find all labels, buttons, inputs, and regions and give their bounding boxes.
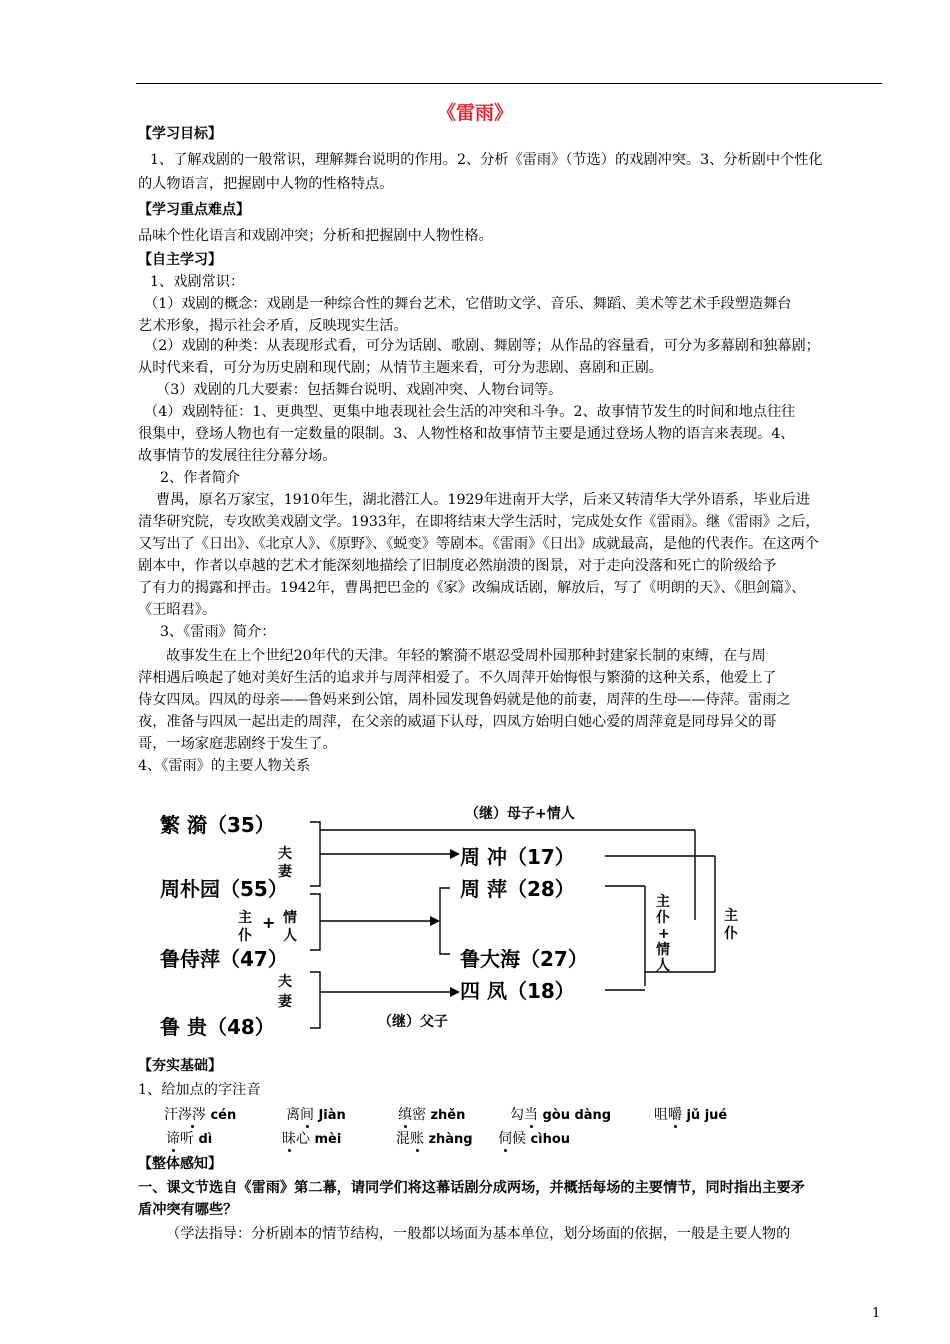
master-servant-bracket — [310, 894, 320, 950]
char-zhou-ping: 周 萍（28） — [460, 877, 575, 901]
section-title: 1、给加点的字注音 — [138, 1082, 261, 1098]
pinyin-item: 伺候 cìhou — [498, 1131, 571, 1147]
relation-label: 主 — [724, 908, 738, 924]
header-rule — [136, 83, 882, 84]
doc-title: 《雷雨》 — [436, 102, 513, 124]
question-line: 一、课文节选自《雷雨》第二幕，请同学们将这幕话剧分成两场，并概括每场的主要情节，同时指出主要矛 — [138, 1180, 805, 1196]
paragraph-line: 曹禺，原名万家宝，1910年生，湖北潜江人。1929年进南开大学，后来又转清华大学外语系，毕业后进 — [156, 492, 810, 508]
relation-label: + — [262, 913, 276, 932]
relation-label: 人 — [656, 958, 670, 974]
relation-label: 主 — [238, 910, 252, 926]
char-lu-gui: 鲁 贵（48） — [160, 1015, 275, 1039]
key-text: 品味个性化语言和戏剧冲突；分析和把握剧中人物性格。 — [138, 228, 493, 244]
paragraph-line: 萍相遇后唤起了她对美好生活的追求并与周萍相爱了。不久周萍开始悔恨与繁漪的这种关系，他爱上了 — [138, 670, 777, 686]
paragraph-line: （3）戏剧的几大要素：包括舞台说明、戏剧冲突、人物台词等。 — [156, 382, 563, 398]
relation-label: + — [658, 926, 670, 942]
char-si-feng: 四 凤（18） — [460, 979, 575, 1003]
couple-bracket — [310, 972, 320, 1028]
guide-line: （学法指导：分析剧本的情节结构，一般都以场面为基本单位，划分场面的依据，一般是主要人物的 — [166, 1226, 791, 1242]
basic-heading: 【夯实基础】 — [138, 1058, 222, 1074]
relation-label: 情 — [283, 910, 297, 926]
char-zhou-chong: 周 冲（17） — [460, 845, 575, 869]
relation-label: 妻 — [278, 994, 292, 1010]
paragraph-line: 清华研究院，专攻欧美戏剧文学。1933年，在即将结束大学生活时，完成处女作《雷雨》。继《雷雨》之后， — [138, 514, 820, 530]
page-number: 1 — [872, 1306, 881, 1321]
section-title: 1、戏剧常识： — [150, 274, 245, 290]
paragraph-line: 故事情节的发展往往分幕分场。 — [138, 448, 337, 464]
question-line: 盾冲突有哪些？ — [138, 1202, 238, 1218]
pinyin-item: 谛听 dì — [166, 1131, 213, 1147]
relation-label: 仆 — [656, 910, 670, 926]
goals-heading: 【学习目标】 — [138, 126, 222, 142]
paragraph-line: 哥，一场家庭悲剧终于发生了。 — [138, 736, 337, 752]
paragraph-line: （4）戏剧特征：1、更典型、更集中地表现社会生活的冲突和斗争。2、故事情节发生的时间和地点往往 — [144, 404, 796, 420]
pinyin-item: 混账 zhàng — [396, 1131, 473, 1147]
character-relationship-diagram — [150, 796, 740, 1044]
arrowheads — [430, 849, 460, 997]
section-title: 3、《雷雨》简介： — [160, 624, 276, 640]
relation-label: （继）母子+情人 — [465, 806, 575, 822]
relation-label: 妻 — [278, 864, 292, 880]
relation-label: 夫 — [278, 974, 292, 990]
paragraph-line: 《王昭君》。 — [138, 602, 217, 618]
pinyin-item: 汗涔涔 cén — [164, 1107, 237, 1123]
goals-text: 的人物语言，把握剧中人物的性格特点。 — [138, 176, 394, 192]
paragraph-line: （1）戏剧的概念：戏剧是一种综合性的舞台艺术，它借助文学、音乐、舞蹈、美术等艺术手段塑造舞台 — [144, 296, 792, 312]
paragraph-line: 很集中，登场人物也有一定数量的限制。3、人物性格和故事情节主要是通过登场人物的语言来表现。4、 — [138, 426, 795, 442]
paragraph-line: 剧本中，作者以卓越的艺术才能深刻地描绘了旧制度必然崩溃的图景，对于走向没落和死亡的阶级给予 — [138, 558, 777, 574]
overall-heading: 【整体感知】 — [138, 1156, 222, 1172]
pinyin-row-1 — [0, 1104, 950, 1124]
pinyin-item: 咀嚼 jǔ jué — [654, 1107, 728, 1123]
couple-bracket — [310, 822, 320, 886]
arrowhead — [430, 916, 440, 926]
relation-label: 仆 — [238, 928, 252, 944]
paragraph-line: 又写出了《日出》、《北京人》、《原野》、《蜕变》等剧本。《雷雨》《日出》成就最高，是他的代表作。在这两个 — [138, 536, 819, 552]
relation-label: 情 — [656, 942, 670, 958]
relation-label: 仆 — [724, 926, 738, 942]
char-zhou-puyuan: 周朴园（55） — [160, 877, 288, 901]
relation-label: 主 — [656, 894, 670, 910]
char-fanyi: 繁 漪（35） — [160, 813, 275, 837]
pinyin-row-2 — [0, 1128, 950, 1148]
paragraph-line: 从时代来看，可分为历史剧和现代剧；从情节主题来看，可分为悲剧、喜剧和正剧。 — [138, 360, 663, 376]
section-title: 4、《雷雨》的主要人物关系 — [138, 758, 311, 774]
pinyin-item: 勾当 gòu dàng — [510, 1107, 612, 1123]
arrowhead — [450, 987, 460, 997]
arrowhead — [450, 849, 460, 859]
section-title: 2、作者简介 — [160, 470, 240, 486]
paragraph-line: 故事发生在上个世纪20年代的天津。年轻的繁漪不堪忍受周朴园那种封建家长制的束缚，在与周 — [166, 648, 766, 664]
pinyin-item: 离间 Jiàn — [286, 1107, 346, 1123]
paragraph-line: 艺术形象，揭示社会矛盾，反映现实生活。 — [138, 318, 408, 334]
paragraph-line: （2）戏剧的种类：从表现形式看，可分为话剧、歌剧、舞剧等；从作品的容量看，可分为多幕剧和独幕剧； — [144, 338, 820, 354]
char-lu-shiping: 鲁侍萍（47） — [160, 947, 288, 971]
paragraph-line: 了有力的揭露和抨击。1942年，曹禺把巴金的《家》改编成话剧，解放后，写了《明朗的天》、《胆剑篇》、 — [138, 580, 806, 596]
paragraph-line: 侍女四凤。四凤的母亲——鲁妈来到公馆，周朴园发现鲁妈就是他的前妻，周萍的生母——侍萍。雷雨之 — [138, 692, 791, 708]
pinyin-item: 昧心 mèi — [282, 1131, 342, 1147]
pinyin-item: 缜密 zhěn — [398, 1107, 466, 1123]
children-bracket — [440, 888, 450, 954]
relation-label: 夫 — [278, 846, 292, 862]
self-study-heading: 【自主学习】 — [138, 252, 222, 268]
relation-label: （继）父子 — [378, 1014, 448, 1030]
relation-label: 人 — [283, 928, 297, 944]
paragraph-line: 夜，准备与四凤一起出走的周萍，在父亲的威逼下认母，四凤方始明白她心爱的周萍竟是同母异父的哥 — [138, 714, 777, 730]
char-lu-dahai: 鲁大海（27） — [460, 947, 588, 971]
goals-text: 1、了解戏剧的一般常识，理解舞台说明的作用。2、分析《雷雨》（节选）的戏剧冲突。3、分析剧中个性化 — [150, 152, 823, 168]
key-heading: 【学习重点难点】 — [138, 202, 250, 218]
